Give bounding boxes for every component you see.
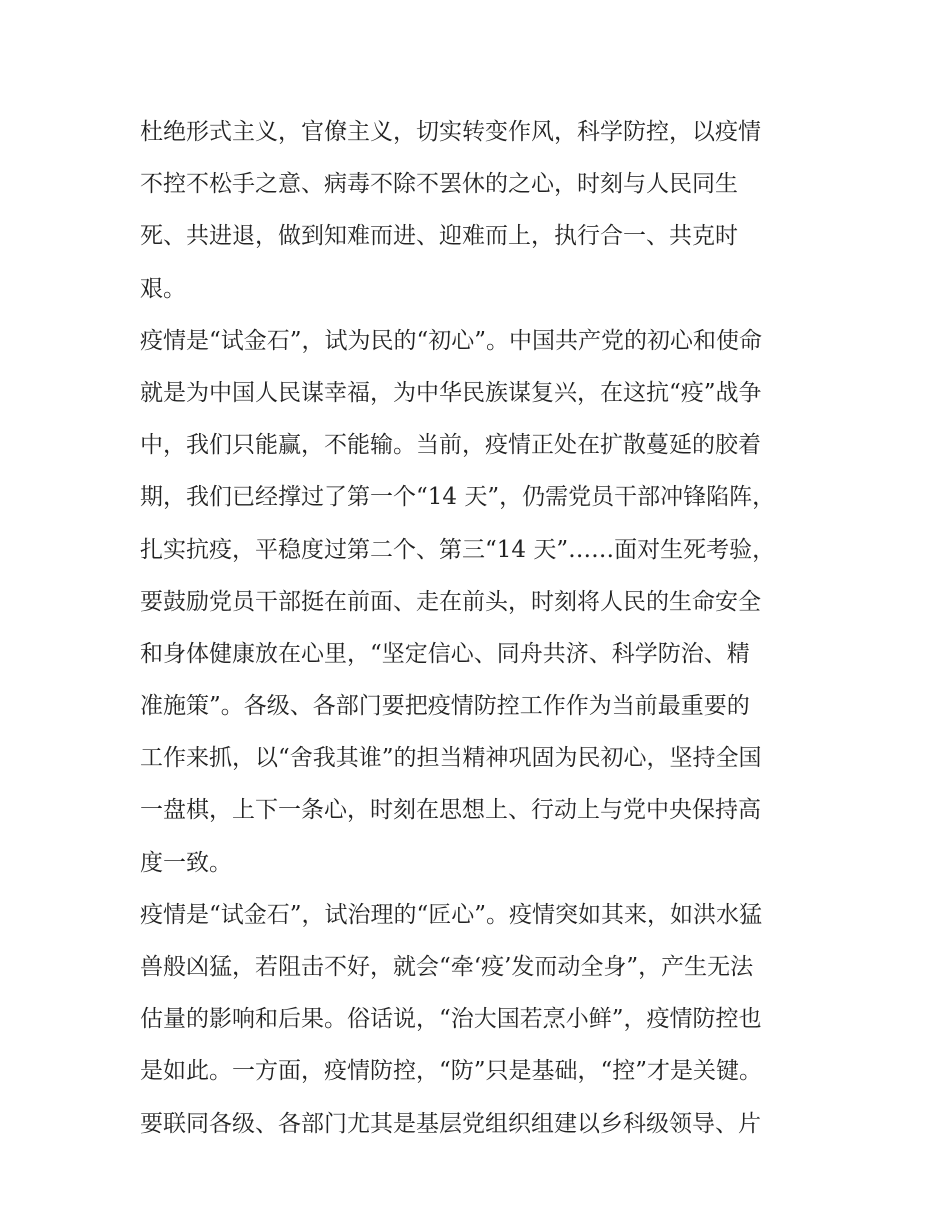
text-line: 艰。 — [140, 275, 186, 302]
text-line: 期，我们已经撑过了第一个“14 天”，仍需党员干部冲锋陷阵， — [140, 484, 776, 511]
text-line: 死、共进退，做到知难而进、迎难而上，执行合一、共克时 — [140, 223, 738, 250]
text-line: 兽般凶猛，若阻击不好，就会“牵‘疫’发而动全身”，产生无法 — [140, 954, 754, 980]
text-line: 准施策”。各级、各部门要把疫情防控工作作为当前最重要的 — [140, 693, 750, 720]
text-line: 扎实抗疫，平稳度过第二个、第三“14 天”……面对生死考验， — [140, 536, 776, 563]
text-line: 疫情是“试金石”，试治理的“匠心”。疫情突如其来，如洪水猛 — [140, 901, 763, 928]
text-line: 要鼓励党员干部挺在前面、走在前头，时刻将人民的生命安全 — [140, 588, 761, 615]
text-line: 杜绝形式主义，官僚主义，切实转变作风，科学防控，以疫情 — [140, 119, 761, 145]
body-text — [140, 106, 820, 1150]
text-line: 度一致。 — [140, 849, 232, 876]
text-line: 工作来抓，以“舍我其谁”的担当精神巩固为民初心，坚持全国 — [140, 745, 762, 772]
text-line: 就是为中国人民谋幸福，为中华民族谋复兴，在这抗“疫”战争 — [140, 379, 762, 406]
text-line: 估量的影响和后果。俗话说，“治大国若烹小鲜”，疫情防控也 — [140, 1006, 762, 1033]
text-line: 不控不松手之意、病毒不除不罢休的之心，时刻与人民同生 — [140, 171, 738, 198]
text-line: 要联同各级、各部门尤其是基层党组织组建以乡科级领导、片 — [140, 1110, 761, 1137]
text-line: 中，我们只能赢，不能输。当前，疫情正处在扩散蔓延的胶着 — [140, 432, 761, 459]
text-line: 和身体健康放在心里，“坚定信心、同舟共济、科学防治、精 — [140, 640, 750, 667]
text-line: 疫情是“试金石”，试为民的“初心”。中国共产党的初心和使命 — [140, 327, 763, 354]
text-line: 一盘棋，上下一条心，时刻在思想上、行动上与党中央保持高 — [140, 797, 761, 824]
text-line: 是如此。一方面，疫情防控，“防”只是基础，“控”才是关键。 — [140, 1058, 763, 1085]
